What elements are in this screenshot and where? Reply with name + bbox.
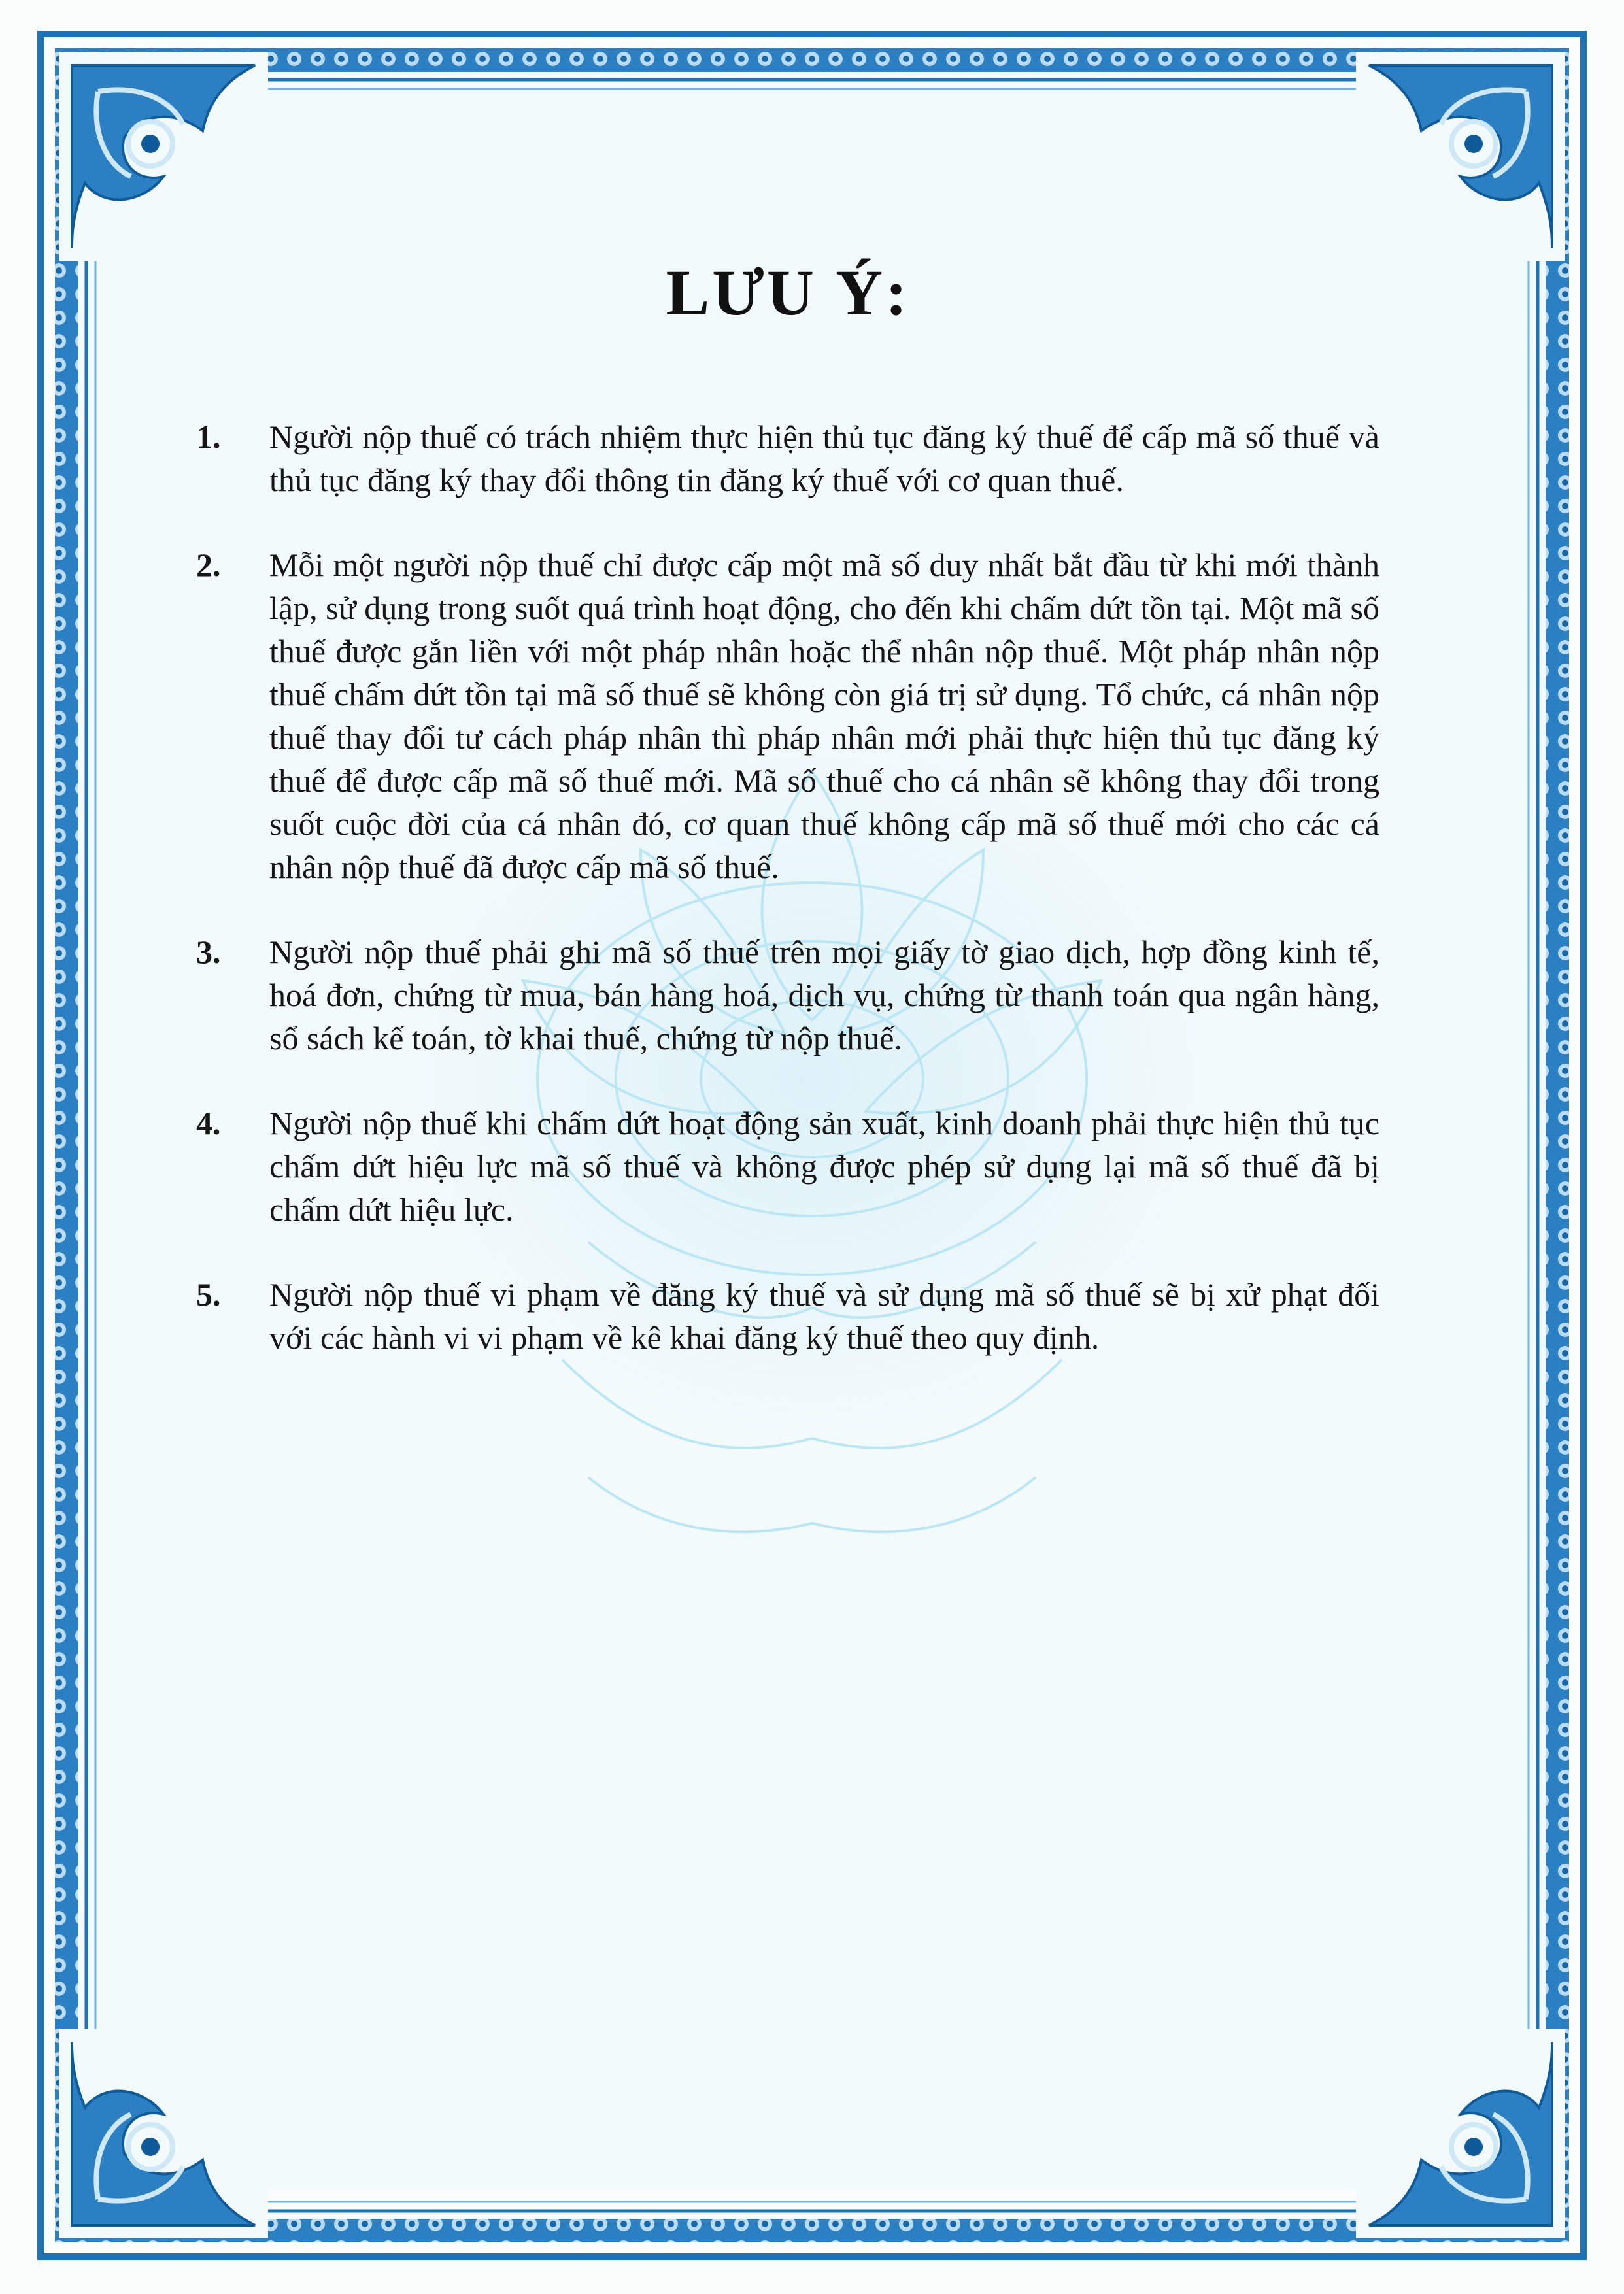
note-number: 5.: [196, 1276, 221, 1313]
list-item: [196, 543, 1379, 888]
note-text: Người nộp thuế phải ghi mã số thuế trên mọi giấy tờ giao dịch, hợp đồng kinh tế, hoá đơn, chứng từ mua, bán hàng hoá, dịch vụ, chứng từ thanh toán qua ngân hàng, sổ sách kế toán, tờ khai thuế, chứng từ nộp thuế.: [269, 934, 1379, 1056]
note-number: 1.: [196, 418, 221, 455]
note-text: Mỗi một người nộp thuế chỉ được cấp một mã số duy nhất bắt đầu từ khi mới thành lập, sử dụng trong suốt quá trình hoạt động, cho đến khi chấm dứt tồn tại. Một mã số thuế được gắn liền với một pháp nhân hoặc thể nhân nộp thuế. Một pháp nhân nộp thuế chấm dứt tồn tại mã số thuế sẽ không còn giá trị sử dụng. Tổ chức, cá nhân nộp thuế thay đổi tư cách pháp nhân thì pháp nhân mới phải thực hiện thủ tục đăng ký thuế để được cấp mã số thuế mới. Mã số thuế cho cá nhân sẽ không thay đổi trong suốt cuộc đời của cá nhân đó, cơ quan thuế không cấp mã số thuế mới cho các cá nhân nộp thuế đã được cấp mã số thuế.: [269, 547, 1379, 885]
note-text: Người nộp thuế vi phạm về đăng ký thuế và sử dụng mã số thuế sẽ bị xử phạt đối với các hành vi vi phạm về kê khai đăng ký thuế theo quy định.: [269, 1276, 1379, 1356]
notes-list: [196, 415, 1379, 1359]
notes-content: [196, 216, 1379, 1401]
list-item: [196, 930, 1379, 1060]
scroll-corner-icon: [1356, 2029, 1565, 2238]
note-text: Người nộp thuế có trách nhiệm thực hiện thủ tục đăng ký thuế để cấp mã số thuế và thủ tục đăng ký thay đổi thông tin đăng ký thuế với cơ quan thuế.: [269, 418, 1379, 498]
scroll-corner-icon: [1356, 52, 1565, 261]
note-number: 2.: [196, 547, 221, 583]
note-text: Người nộp thuế khi chấm dứt hoạt động sản xuất, kinh doanh phải thực hiện thủ tục chấm dứt hiệu lực mã số thuế và không được phép sử dụng lại mã số thuế đã bị chấm dứt hiệu lực.: [269, 1105, 1379, 1228]
note-number: 3.: [196, 934, 221, 970]
list-item: [196, 415, 1379, 501]
list-item: [196, 1102, 1379, 1231]
page-title: LƯU Ý:: [666, 256, 910, 329]
scroll-corner-icon: [59, 2029, 268, 2238]
note-number: 4.: [196, 1105, 221, 1141]
list-item: [196, 1273, 1379, 1359]
